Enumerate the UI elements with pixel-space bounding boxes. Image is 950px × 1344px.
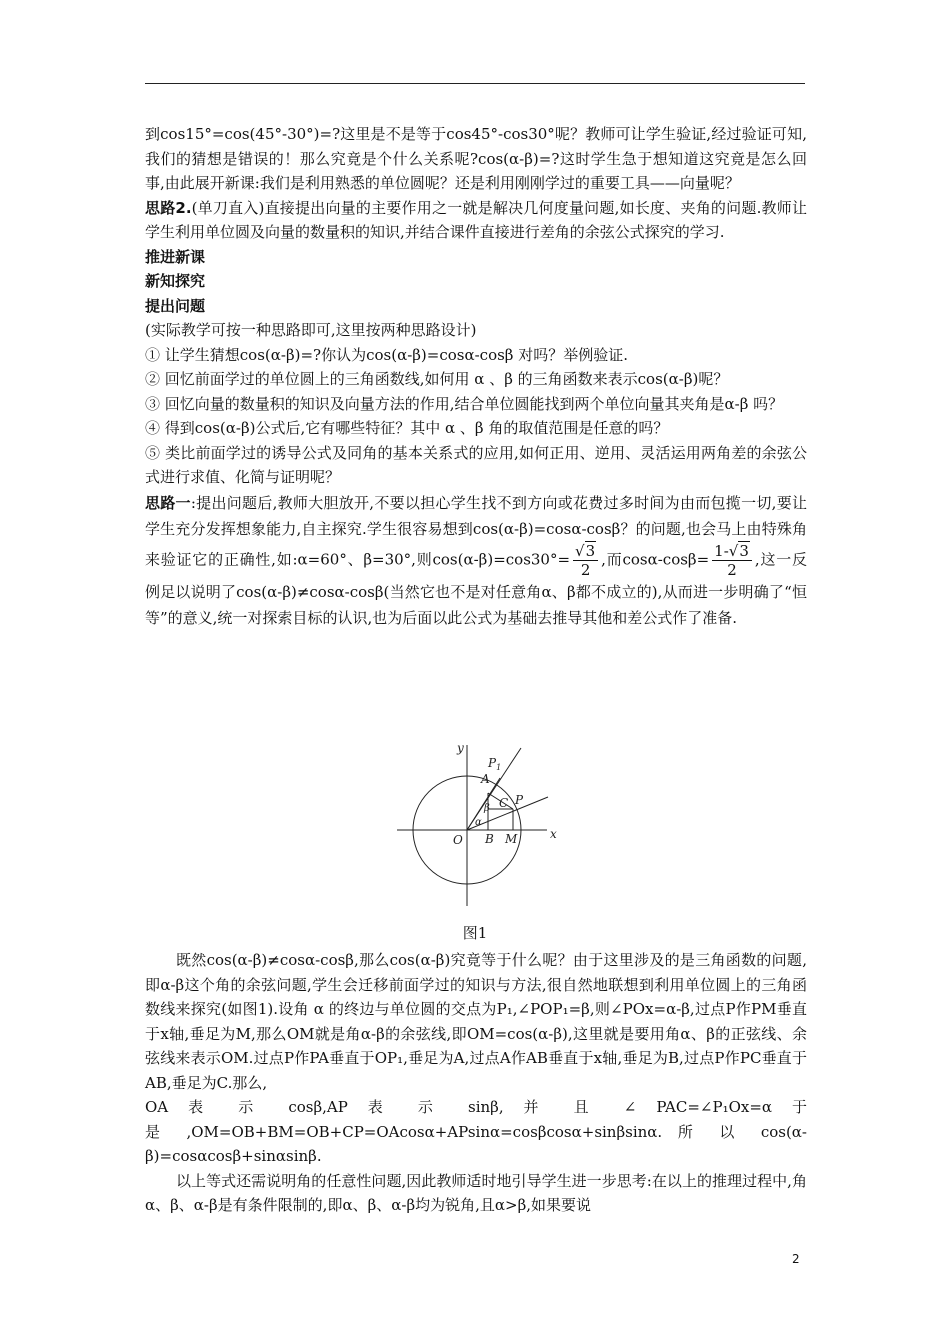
label-p1-main: P <box>488 756 497 770</box>
label-b: B <box>485 832 494 846</box>
label-o: O <box>453 833 463 847</box>
question-3: ③ 回忆向量的数量积的知识及向量方法的作用,结合单位圆能找到两个单位向量其夹角是α-β 吗？ <box>145 394 784 413</box>
frac1-numerator: 3 <box>585 541 596 560</box>
paragraph-generality: 以上等式还需说明角的任意性问题,因此教师适时地引导学生进一步思考:在以上的推理过程中,角α、β、α-β是有条件限制的,即α、β、α-β均为锐角,且α>β,如果要说 <box>145 1171 807 1214</box>
question-5: ⑤ 类比前面学过的诱导公式及同角的基本关系式的应用,如何正用、逆用、灵活运用两角差的余弦公式进行求值、化简与证明呢？ <box>145 443 807 486</box>
design-note: (实际教学可按一种思路即可,这里按两种思路设计) <box>145 321 477 339</box>
paragraph-idea2 <box>145 196 807 245</box>
frac2-numerator: 3 <box>739 541 749 560</box>
unit-circle-figure <box>395 740 565 908</box>
idea1-text-a: :提出问题后,教师大胆放开,不要以担心学生找不到方向或花费过多时间为由而包揽一切,要让学生充分发挥想象能力,自主探究.学生很容易想到cos(α-β)=cosα-cosβ？的问题,也会马上由特殊角来验证它的正确性,如:α=60°、β=30°,则cos(α-β)=cos30°= <box>145 493 807 568</box>
fraction-1-minus-sqrt3-over-2: $\frac{1-√3}{2}$ <box>712 542 752 579</box>
frac1-denominator: 2 <box>580 560 591 579</box>
page-number: 2 <box>792 1252 800 1266</box>
main-text-continued <box>145 948 807 1218</box>
label-a: A <box>481 772 490 786</box>
label-c: C <box>499 796 509 810</box>
paragraph-analysis-line-a: OA 表 示 cosβ,AP 表 示 sinβ, 并 且 ∠ PAC=∠P₁Ox=α 于 <box>145 1098 807 1116</box>
label-p1 <box>487 756 501 772</box>
question-4: ④ 得到cos(α-β)公式后,它有哪些特征？其中 α 、β 角的取值范围是任意的吗？ <box>145 419 669 437</box>
figure-caption: 图1 <box>462 924 488 942</box>
heading-questions: 提出问题 <box>145 296 206 315</box>
idea2-text: (单刀直入)直接提出向量的主要作用之一就是解决几何度量问题,如长度、夹角的问题.教师让学生利用单位圆及向量的数量积的知识,并结合课件直接进行差角的余弦公式探究的学习. <box>145 198 807 241</box>
label-p: P <box>515 793 524 807</box>
question-1: ① 让学生猜想cos(α-β)=?你认为cos(α-β)=cosα-cosβ 对吗？举例验证. <box>145 345 629 364</box>
frac2-denominator: 2 <box>727 560 737 579</box>
paragraph-idea1 <box>145 490 807 631</box>
label-m: M <box>505 832 518 846</box>
paragraph-intro: 到cos15°=cos(45°-30°)=?这里是不是等于cos45°-cos30°呢？教师可让学生验证,经过验证可知,我们的猜想是错误的！那么究竟是个什么关系呢?cos(α-β)=?这时学生急于想知道这究竟是怎么回事,由此展开新课:我们是利用熟悉的单位圆呢？还是利用刚刚学过的重要工具——向量呢？ <box>145 125 807 192</box>
heading-new-lesson: 推进新课 <box>145 247 206 266</box>
paragraph-analysis-end: β)=cosαcosβ+sinαsinβ. <box>145 1147 322 1165</box>
fraction-sqrt3-over-2: $\frac{√3}{2}$ <box>573 542 598 579</box>
main-text <box>145 122 807 631</box>
label-beta: β <box>484 803 490 814</box>
heading-new-knowledge: 新知探究 <box>145 272 206 290</box>
idea1-text-c: ,这一反例足以说明了cos(α-β)≠cosα-cosβ(当然它也不是对任意角α、β都不成立的),从而进一步明确了“恒等”的意义,统一对探索目标的认识,也为后面以此公式为基础去推导其他和差公式作了准备. <box>145 550 807 627</box>
paragraph-analysis-line-b: 是 ,OM=OB+BM=OB+CP=OAcosα+APsinα=cosβcosα+sinβsinα. 所 以 cos(α- <box>145 1122 807 1141</box>
label-alpha: α <box>475 817 482 828</box>
header-rule <box>145 83 805 84</box>
idea1-text-b: ,而cosα-cosβ= <box>601 550 710 568</box>
label-y: y <box>457 741 464 755</box>
label-p1-sub: 1 <box>496 763 502 772</box>
frac2-numerator-prefix: 1- <box>714 541 729 560</box>
paragraph-analysis: 既然cos(α-β)≠cosα-cosβ,那么cos(α-β)究竟等于什么呢？由于这里涉及的是三角函数的问题,即α-β这个角的余弦问题,学生会迁移前面学过的知识与方法,很自然地联想到利用单位圆上的三角函数线来探究(如图1).设角 α 的终边与单位圆的交点为P₁,∠POP₁=β,则∠POx=α-β,过点P作PM垂直于x轴,垂足为M,那么OM就是角α-β的余弦线,即OM=cos(α-β),这里就是要用角α、β的正弦线、余弦线来表示OM.过点P作PA垂直于OP₁,垂足为A,过点A作AB垂直于x轴,垂足为B,过点P作PC垂直于AB,垂足为C.那么, <box>145 951 807 1092</box>
question-2: ② 回忆前面学过的单位圆上的三角函数线,如何用 α 、β 的三角函数来表示cos(α-β)呢？ <box>145 370 729 388</box>
label-x: x <box>550 827 557 841</box>
idea1-label: 思路一 <box>145 493 191 512</box>
idea2-label: 思路2. <box>145 198 192 217</box>
